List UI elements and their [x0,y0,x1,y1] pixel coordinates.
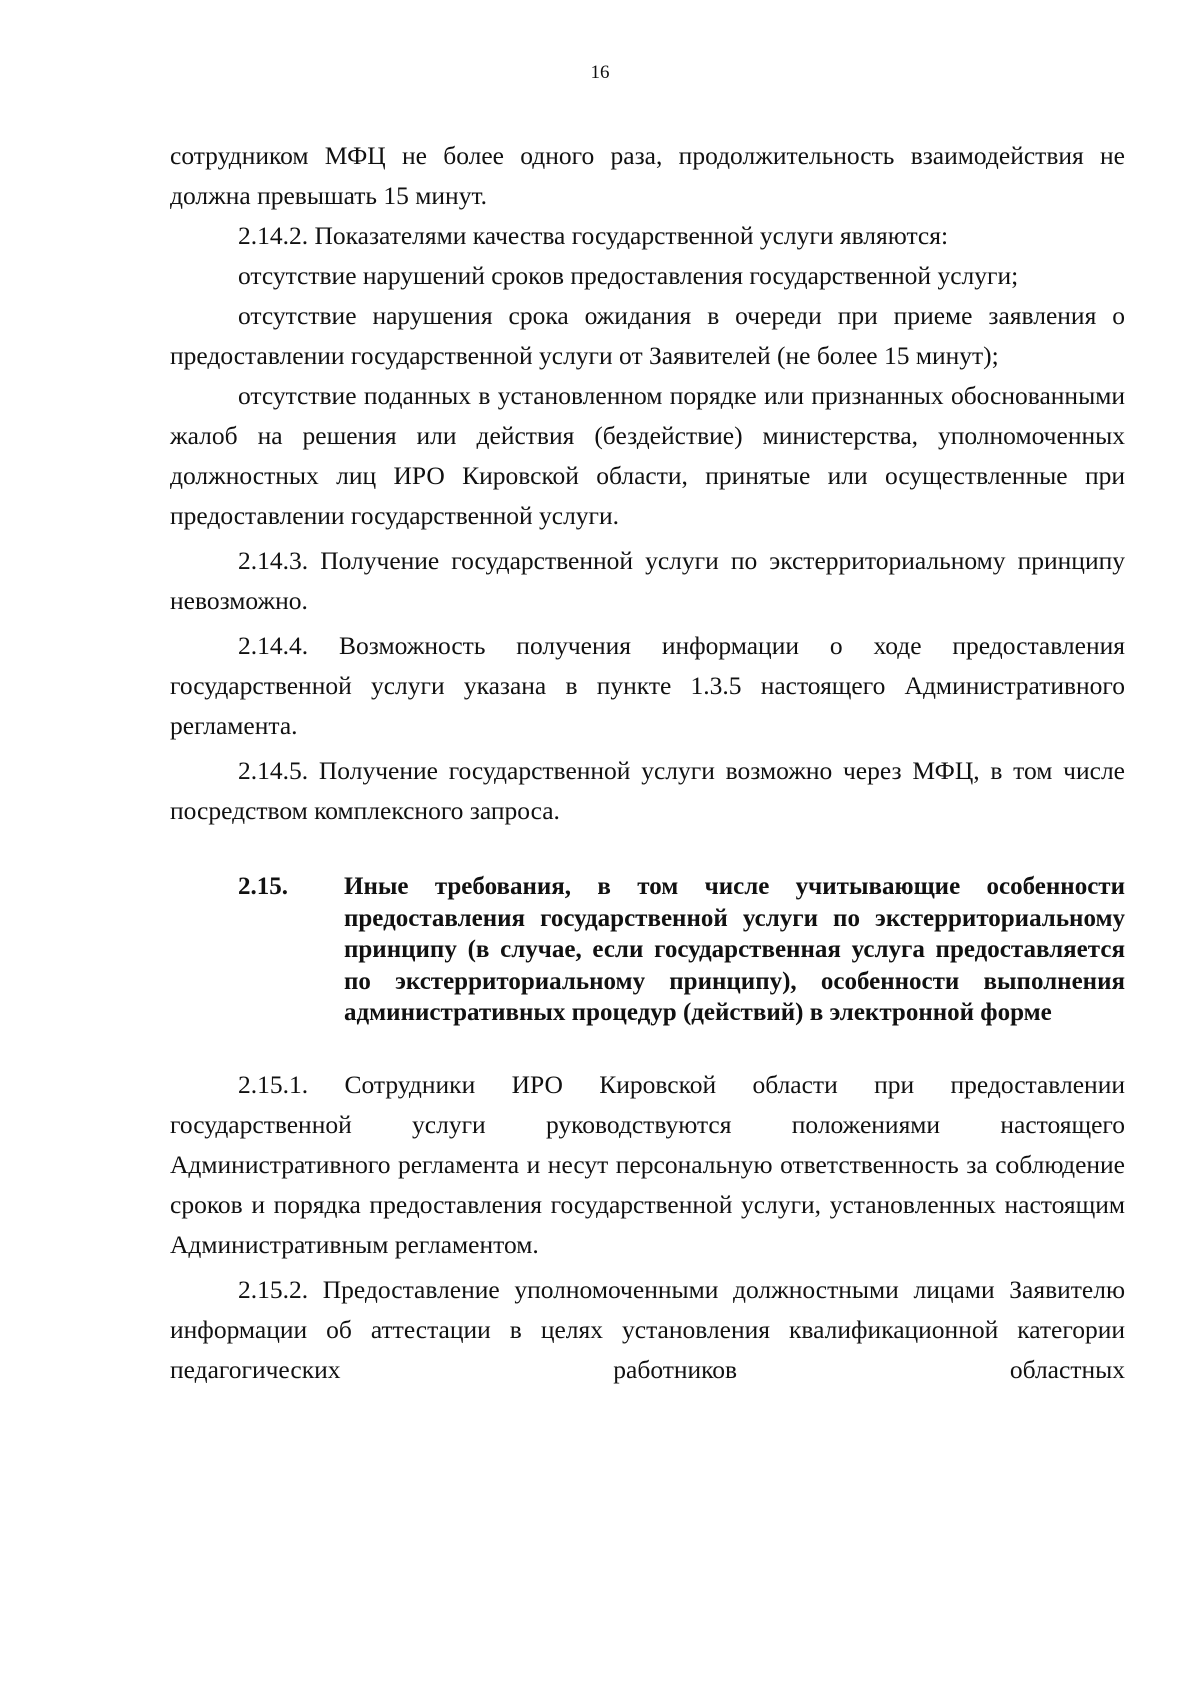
paragraph-2-14-2: 2.14.2. Показателями качества государственной услуги являются: [238,221,949,250]
paragraph-2-15-2: 2.15.2. Предоставление уполномоченными должностными лицами Заявителю информации об аттестации в целях установления квалификационной категории педагогических работников областных [170,1274,1125,1384]
page-number: 16 [590,62,610,83]
paragraph-quality-indicator-3: отсутствие поданных в установленном порядке или признанных обоснованными жалоб на решения или действия (бездействие) министерства, уполномоченных должностных лиц ИРО Кировской области, принятые или осуществленные при предоставлении государственной услуги. [170,381,1125,530]
document-body [170,136,1125,1390]
section-number: 2.15. [238,873,288,900]
section-heading [170,871,1125,1029]
paragraph-2-14-5: 2.14.5. Получение государственной услуги возможно через МФЦ, в том числе посредством комплексного запроса. [170,756,1125,825]
paragraph-continuation: сотрудником МФЦ не более одного раза, продолжительность взаимодействия не должна превышать 15 минут. [170,141,1125,210]
paragraph-2-15-1: 2.15.1. Сотрудники ИРО Кировской области при предоставлении государственной услуги руководствуются положениями настоящего Административного регламента и несут персональную ответственность за соблюдение сроков и порядка предоставления государственной услуги, установленных настоящим Административным регламентом. [170,1069,1125,1259]
paragraph-quality-indicator-2: отсутствие нарушения срока ожидания в очереди при приеме заявления о предоставлении государственной услуги от Заявителей (не более 15 минут); [170,301,1125,370]
paragraph-2-14-4: 2.14.4. Возможность получения информации о ходе предоставления государственной услуги указана в пункте 1.3.5 настоящего Административного регламента. [170,631,1125,740]
paragraph-2-14-3: 2.14.3. Получение государственной услуги по экстерриториальному принципу невозможно. [170,546,1125,615]
section-title: Иные требования, в том числе учитывающие особенности предоставления государственной услуги по экстерриториальному принципу (в случае, если государственная услуга предоставляется по экстерриториальному принципу), особенности выполнения административных процедур (действий) в электронной форме [344,873,1125,1026]
paragraph-quality-indicator-1: отсутствие нарушений сроков предоставления государственной услуги; [238,261,1019,290]
